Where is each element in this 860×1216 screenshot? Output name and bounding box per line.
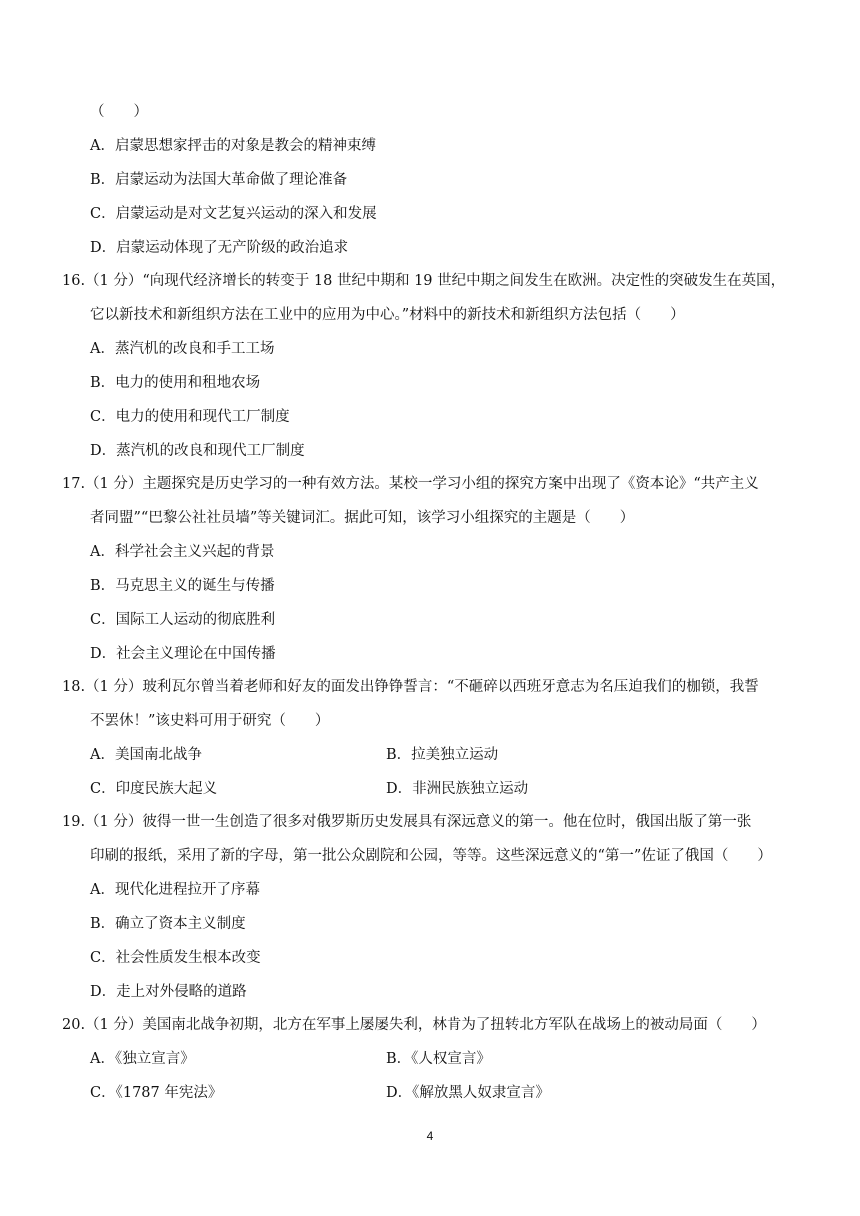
q16-option-a: A．蒸汽机的改良和手工工场 (90, 341, 275, 357)
q20-option-c: C．《1787 年宪法》 (90, 1085, 223, 1101)
q19-stem-line-2: 印刷的报纸，采用了新的字母，第一批公众剧院和公园，等等。这些深远意义的“第一”佐证了俄国（ ） (90, 848, 772, 864)
q16-option-c: C．电力的使用和现代工厂制度 (90, 409, 290, 425)
q15-option-b: B．启蒙运动为法国大革命做了理论准备 (90, 172, 348, 188)
q17-option-b: B．马克思主义的诞生与传播 (90, 578, 275, 594)
q19-option-b: B．确立了资本主义制度 (90, 916, 246, 932)
q15-option-d: D．启蒙运动体现了无产阶级的政治追求 (90, 240, 349, 256)
q16-stem-line-2: 它以新技术和新组织方法在工业中的应用为中心。”材料中的新技术和新组织方法包括（ ） (90, 307, 685, 323)
q20-option-a: A．《独立宣言》 (90, 1051, 195, 1067)
q19-option-a: A．现代化进程拉开了序幕 (90, 882, 260, 898)
q15-option-c: C．启蒙运动是对文艺复兴运动的深入和发展 (90, 206, 377, 222)
q18-stem-line-1: 18.（1 分）玻利瓦尔曾当着老师和好友的面发出铮铮誓言：“不砸碎以西班牙意志为名压迫我们的枷锁，我誓 (62, 679, 759, 695)
q18-option-b: B．拉美独立运动 (386, 747, 499, 763)
question-15-answer-paren: （ ） (90, 104, 148, 120)
q20-option-b: B．《人权宣言》 (386, 1051, 491, 1067)
q16-stem-line-1: 16.（1 分）“向现代经济增长的转变于 18 世纪中期和 19 世纪中期之间发生在欧洲。决定性的突破发生在英国， (62, 273, 786, 289)
q18-option-d: D．非洲民族独立运动 (386, 781, 529, 797)
q20-stem-line-1: 20.（1 分）美国南北战争初期，北方在军事上屡屡失利，林肯为了扭转北方军队在战场上的被动局面（ ） (62, 1017, 766, 1033)
q17-option-c: C．国际工人运动的彻底胜利 (90, 612, 276, 628)
q18-option-c: C．印度民族大起义 (90, 781, 218, 797)
q20-option-d: D．《解放黑人奴隶宣言》 (386, 1085, 550, 1101)
page-number: 4 (426, 1129, 434, 1143)
q18-option-a: A．美国南北战争 (90, 747, 202, 763)
q16-option-d: D．蒸汽机的改良和现代工厂制度 (90, 443, 305, 459)
q17-stem-line-1: 17.（1 分）主题探究是历史学习的一种有效方法。某校一学习小组的探究方案中出现了《资本论》“共产主义 (62, 476, 759, 492)
q15-option-a: A．启蒙思想家抨击的对象是教会的精神束缚 (90, 138, 376, 154)
q19-option-c: C．社会性质发生根本改变 (90, 950, 261, 966)
q19-stem-line-1: 19.（1 分）彼得一世一生创造了很多对俄罗斯历史发展具有深远意义的第一。他在位时，俄国出版了第一张 (62, 814, 752, 830)
q16-option-b: B．电力的使用和租地农场 (90, 375, 261, 391)
q17-option-d: D．社会主义理论在中国传播 (90, 646, 276, 662)
q17-stem-line-2: 者同盟”“巴黎公社社员墙”等关键词汇。据此可知，该学习小组探究的主题是（ ） (90, 510, 635, 526)
q17-option-a: A．科学社会主义兴起的背景 (90, 544, 275, 560)
q18-stem-line-2: 不罢休！”该史料可用于研究（ ） (90, 713, 330, 729)
q19-option-d: D．走上对外侵略的道路 (90, 984, 247, 1000)
